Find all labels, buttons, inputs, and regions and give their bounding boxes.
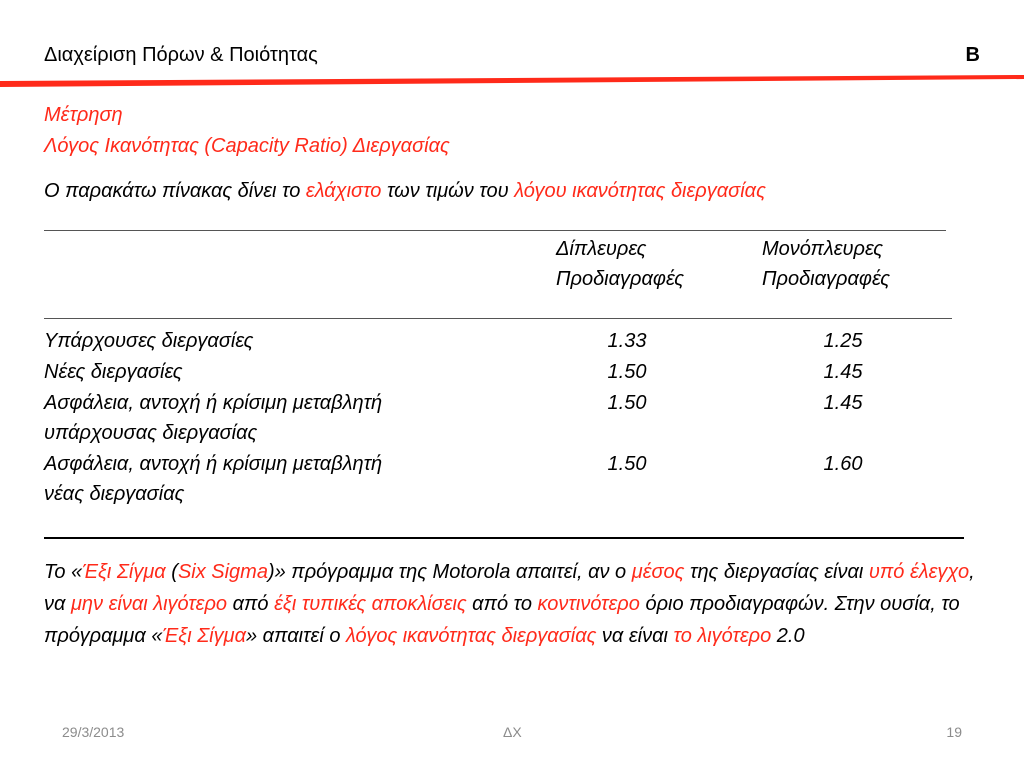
table-cell-one-sided: 1.25	[823, 330, 863, 352]
section-label: Μέτρηση	[44, 104, 123, 126]
table-cell-two-sided: 1.50	[607, 392, 647, 414]
table-row-label: Νέες διεργασίες	[44, 361, 183, 383]
column-header-one-sided: Μονόπλευρες Προδιαγραφές	[762, 238, 890, 290]
six-sigma-paragraph: Το «Έξι Σίγμα (Six Sigma)» πρόγραμμα της Motorola απαιτεί, αν ο μέσος της διεργασίας είναι υπό έλεγχο, να μην είναι λιγότερο από έξι τυπικές αποκλίσεις από το κοντινότερο όριο προδιαγραφών. Στην ουσία, το πρόγραμμα «Έξι Σίγμα» απαιτεί ο λόγος ικανότητας διεργασίας να είναι το λιγότερο 2.0	[44, 561, 975, 647]
footer-date: 29/3/2013	[62, 724, 125, 740]
slide-header-code: B	[965, 44, 980, 66]
table-row-label: Ασφάλεια, αντοχή ή κρίσιμη μεταβλητή υπάρχουσας διεργασίας	[44, 392, 383, 444]
table-cell-two-sided: 1.33	[607, 330, 647, 352]
table-top-rule	[44, 230, 946, 231]
table-cell-two-sided: 1.50	[607, 361, 647, 383]
table-header-rule	[44, 318, 952, 319]
table-cell-one-sided: 1.45	[823, 392, 863, 414]
table-cell-one-sided: 1.45	[823, 361, 863, 383]
table-cell-one-sided: 1.60	[823, 453, 863, 475]
footer-page-number: 19	[946, 724, 962, 740]
table-row-label: Υπάρχουσες διεργασίες	[44, 330, 254, 352]
header-red-rule	[0, 75, 1024, 89]
footer-author: ΔΧ	[503, 724, 522, 740]
column-header-two-sided: Δίπλευρες Προδιαγραφές	[556, 238, 684, 290]
table-row-label: Ασφάλεια, αντοχή ή κρίσιμη μεταβλητή νέας διεργασίας	[44, 453, 383, 505]
intro-sentence: Ο παρακάτω πίνακας δίνει το ελάχιστο των τιμών του λόγου ικανότητας διεργασίας	[44, 180, 766, 202]
table-cell-two-sided: 1.50	[607, 453, 647, 475]
slide-header-title: Διαχείριση Πόρων & Ποιότητας	[44, 44, 318, 66]
section-title: Λόγος Ικανότητας (Capacity Ratio) Διεργασίας	[44, 135, 450, 157]
table-bottom-rule	[44, 537, 964, 539]
